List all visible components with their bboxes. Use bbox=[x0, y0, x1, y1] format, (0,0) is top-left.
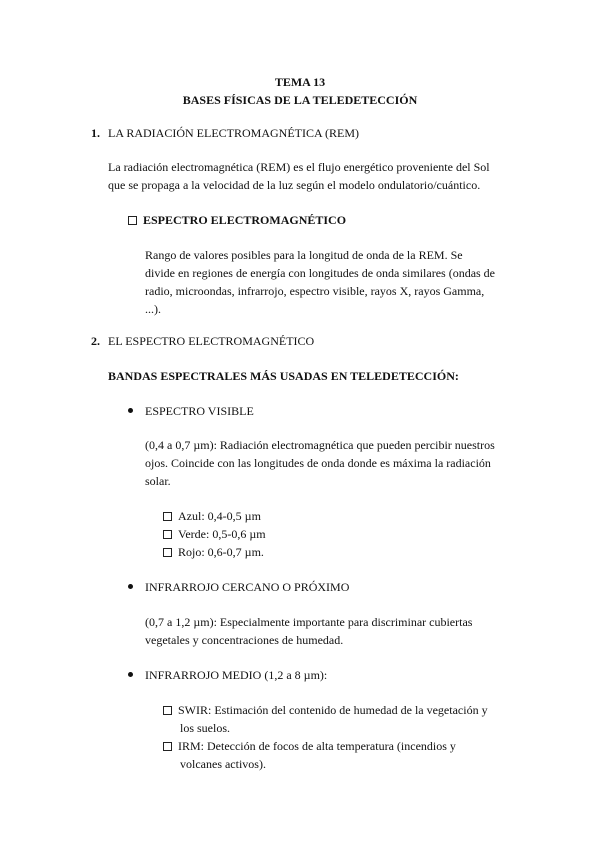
spectrum-subheading-label: ESPECTRO ELECTROMAGNÉTICO bbox=[143, 213, 347, 227]
section-2-number: 2. bbox=[91, 334, 100, 348]
visible-paragraph-line: (0,4 a 0,7 µm): Radiación electromagnética que pueden percibir nuestros bbox=[145, 438, 495, 452]
list-item-irm bbox=[163, 737, 456, 755]
bullet-nir bbox=[128, 578, 133, 596]
bullet-mir bbox=[128, 666, 133, 684]
list-item-text: Rojo: 0,6-0,7 µm. bbox=[178, 545, 264, 559]
nir-paragraph-line: (0,7 a 1,2 µm): Especialmente importante para discriminar cubiertas bbox=[145, 615, 473, 629]
list-item-red bbox=[163, 543, 264, 561]
bullet-dot-icon bbox=[128, 408, 133, 413]
bullet-dot-icon bbox=[128, 584, 133, 589]
bands-heading: BANDAS ESPECTRALES MÁS USADAS EN TELEDETECCIÓN: bbox=[108, 369, 459, 383]
mir-label: INFRARROJO MEDIO (1,2 a 8 µm): bbox=[145, 668, 328, 682]
visible-label: ESPECTRO VISIBLE bbox=[145, 404, 254, 418]
nir-paragraph-line: vegetales y concentraciones de humedad. bbox=[145, 633, 344, 647]
visible-paragraph-line: solar. bbox=[145, 474, 171, 488]
section-1-paragraph-line: que se propaga a la velocidad de la luz según el modelo ondulatorio/cuántico. bbox=[108, 178, 481, 192]
list-item-text: Verde: 0,5-0,6 µm bbox=[178, 527, 266, 541]
spectrum-paragraph-line: ...). bbox=[145, 302, 161, 316]
list-item-swir bbox=[163, 701, 488, 719]
spectrum-paragraph-line: radio, microondas, infrarrojo, espectro visible, rayos X, rayos Gamma, bbox=[145, 284, 485, 298]
bullet-visible bbox=[128, 402, 133, 420]
list-item-text: Azul: 0,4-0,5 µm bbox=[178, 509, 261, 523]
checkbox-square-icon bbox=[128, 216, 137, 225]
list-item-text: IRM: Detección de focos de alta temperatura (incendios y bbox=[178, 739, 456, 753]
list-item-text: SWIR: Estimación del contenido de humedad de la vegetación y bbox=[178, 703, 488, 717]
checkbox-square-icon bbox=[163, 530, 172, 539]
bullet-dot-icon bbox=[128, 672, 133, 677]
section-1-number: 1. bbox=[91, 126, 100, 140]
list-item-swir-continuation: los suelos. bbox=[180, 721, 231, 735]
checkbox-square-icon bbox=[163, 512, 172, 521]
visible-paragraph-line: ojos. Coincide con las longitudes de onda donde es máxima la radiación bbox=[145, 456, 491, 470]
spectrum-paragraph-line: Rango de valores posibles para la longitud de onda de la REM. Se bbox=[145, 248, 463, 262]
nir-label: INFRARROJO CERCANO O PRÓXIMO bbox=[145, 580, 350, 594]
list-item-green bbox=[163, 525, 266, 543]
checkbox-square-icon bbox=[163, 548, 172, 557]
document-title: TEMA 13 bbox=[274, 75, 326, 89]
list-item-irm-continuation: volcanes activos). bbox=[180, 757, 266, 771]
section-2-heading: EL ESPECTRO ELECTROMAGNÉTICO bbox=[108, 334, 315, 348]
spectrum-subheading bbox=[128, 211, 346, 229]
section-1-paragraph-line: La radiación electromagnética (REM) es el flujo energético proveniente del Sol bbox=[108, 160, 490, 174]
checkbox-square-icon bbox=[163, 742, 172, 751]
document-subtitle: BASES FÍSICAS DE LA TELEDETECCIÓN bbox=[182, 93, 418, 107]
list-item-blue bbox=[163, 507, 261, 525]
checkbox-square-icon bbox=[163, 706, 172, 715]
section-1-heading: LA RADIACIÓN ELECTROMAGNÉTICA (REM) bbox=[108, 126, 359, 140]
spectrum-paragraph-line: divide en regiones de energía con longitudes de onda similares (ondas de bbox=[145, 266, 496, 280]
